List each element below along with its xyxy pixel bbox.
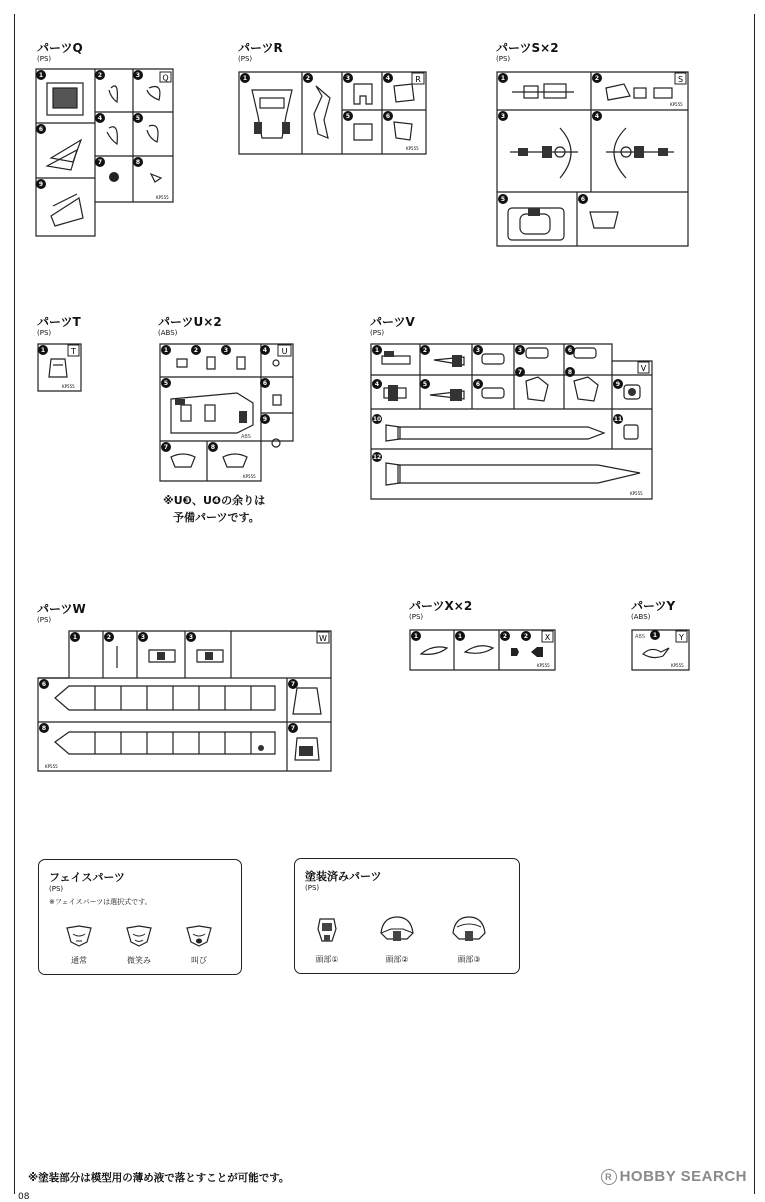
svg-text:2: 2 [106, 634, 112, 641]
svg-text:5: 5 [345, 113, 351, 120]
svg-text:KP555: KP555 [243, 474, 256, 479]
runner-r [236, 68, 430, 158]
page-number: 08 [18, 1192, 30, 1202]
svg-text:Q: Q [162, 73, 169, 83]
face-normal: 通常 [59, 924, 99, 966]
face-parts-box: フェイスパーツ (PS) ※フェイスパーツは選択式です。 通常 微笑み 叫び [38, 859, 242, 975]
svg-text:6: 6 [567, 347, 573, 354]
svg-text:2: 2 [97, 72, 103, 79]
svg-text:2: 2 [594, 75, 600, 82]
svg-text:ABS: ABS [241, 434, 251, 440]
svg-text:6: 6 [475, 381, 481, 388]
svg-text:12: 12 [372, 454, 382, 461]
head-part-3: 頭部③ [449, 915, 489, 965]
svg-text:5: 5 [422, 381, 428, 388]
parts-t-header: パーツT (PS) [37, 315, 81, 337]
svg-text:KP555: KP555 [671, 663, 684, 668]
watermark: R HOBBY SEARCH [601, 1168, 747, 1185]
parts-v-header: パーツV (PS) [370, 315, 415, 337]
svg-text:4: 4 [385, 75, 391, 82]
svg-text:T: T [71, 347, 76, 356]
face-smile: 微笑み [119, 924, 159, 966]
svg-text:KP555: KP555 [630, 491, 643, 496]
parts-u-note: ※U❸、U❹の余りは 予備パーツです。 [163, 494, 266, 524]
svg-text:2: 2 [305, 75, 311, 82]
painted-parts-box: 塗装済みパーツ (PS) 頭部① 頭部② 頭部③ [294, 858, 520, 974]
runner-w [35, 628, 335, 775]
svg-text:5: 5 [163, 380, 169, 387]
runner-y [629, 626, 693, 674]
parts-x-header: パーツX×2 (PS) [409, 599, 473, 621]
svg-text:9: 9 [615, 381, 621, 388]
runner-s [494, 68, 692, 250]
svg-text:8: 8 [135, 159, 141, 166]
svg-text:3: 3 [517, 347, 523, 354]
parts-q-header: パーツQ (PS) [37, 41, 83, 63]
svg-text:2: 2 [523, 633, 529, 640]
svg-text:7: 7 [97, 159, 103, 166]
svg-text:6: 6 [580, 196, 586, 203]
svg-text:9: 9 [38, 181, 44, 188]
svg-text:KP555: KP555 [670, 102, 683, 107]
runner-t [35, 341, 85, 395]
svg-text:8: 8 [567, 369, 573, 376]
svg-text:R: R [415, 75, 421, 84]
svg-text:W: W [319, 634, 327, 643]
painted-parts-title: 塗装済みパーツ [305, 870, 382, 883]
parts-s-header: パーツS×2 (PS) [496, 41, 559, 63]
svg-text:Y: Y [679, 633, 684, 642]
svg-text:7: 7 [517, 369, 523, 376]
svg-text:X: X [544, 633, 551, 642]
runner-u [157, 341, 297, 486]
svg-text:11: 11 [613, 416, 623, 423]
parts-u-header: パーツU×2 (ABS) [158, 315, 222, 337]
svg-text:9: 9 [262, 416, 268, 423]
svg-text:1: 1 [652, 632, 658, 639]
svg-text:1: 1 [500, 75, 506, 82]
svg-text:3: 3 [223, 347, 229, 354]
svg-text:8: 8 [210, 444, 216, 451]
svg-text:10: 10 [372, 416, 382, 423]
svg-text:6: 6 [385, 113, 391, 120]
svg-text:2: 2 [502, 633, 508, 640]
svg-text:6: 6 [38, 126, 44, 133]
svg-text:1: 1 [163, 347, 169, 354]
face-shout: 叫び [179, 924, 219, 966]
svg-text:4: 4 [594, 113, 600, 120]
parts-w-header: パーツW (PS) [37, 602, 86, 624]
svg-text:ABS: ABS [635, 634, 645, 640]
parts-r-header: パーツR (PS) [238, 41, 283, 63]
registered-mark-icon: R [601, 1169, 617, 1185]
runner-q [33, 66, 178, 242]
svg-text:5: 5 [500, 196, 506, 203]
svg-text:1: 1 [38, 72, 44, 79]
svg-text:4: 4 [374, 381, 380, 388]
svg-text:KP555: KP555 [537, 663, 550, 668]
face-parts-note: ※フェイスパーツは選択式です。 [49, 898, 152, 906]
svg-text:3: 3 [345, 75, 351, 82]
parts-y-header: パーツY (ABS) [631, 599, 676, 621]
svg-text:7: 7 [163, 444, 169, 451]
svg-text:KP555: KP555 [156, 195, 169, 200]
svg-text:7: 7 [290, 725, 296, 732]
head-part-1: 頭部① [307, 915, 347, 965]
svg-text:4: 4 [262, 347, 268, 354]
svg-text:5: 5 [135, 115, 141, 122]
svg-text:KP555: KP555 [45, 764, 58, 769]
svg-text:KP555: KP555 [62, 384, 75, 389]
svg-text:3: 3 [188, 634, 194, 641]
svg-text:3: 3 [140, 634, 146, 641]
svg-text:KP555: KP555 [406, 146, 419, 151]
svg-text:7: 7 [290, 681, 296, 688]
svg-text:1: 1 [374, 347, 380, 354]
svg-text:1: 1 [413, 633, 419, 640]
svg-text:1: 1 [72, 634, 78, 641]
head-part-2: 頭部② [377, 915, 417, 965]
svg-text:V: V [640, 364, 647, 373]
svg-text:3: 3 [500, 113, 506, 120]
svg-text:1: 1 [40, 347, 46, 354]
face-parts-title: フェイスパーツ [49, 871, 125, 884]
svg-text:3: 3 [135, 72, 141, 79]
svg-text:6: 6 [41, 681, 47, 688]
svg-text:1: 1 [457, 633, 463, 640]
svg-text:4: 4 [97, 115, 103, 122]
svg-text:6: 6 [262, 380, 268, 387]
svg-text:2: 2 [422, 347, 428, 354]
runner-x [407, 626, 559, 674]
footer-note: ※塗装部分は模型用の薄め液で落とすことが可能です。 [28, 1172, 290, 1184]
svg-text:1: 1 [242, 75, 248, 82]
svg-text:3: 3 [475, 347, 481, 354]
svg-text:2: 2 [193, 347, 199, 354]
svg-text:8: 8 [41, 725, 47, 732]
svg-text:U: U [281, 347, 288, 356]
runner-v [368, 341, 656, 503]
svg-text:S: S [677, 75, 684, 84]
